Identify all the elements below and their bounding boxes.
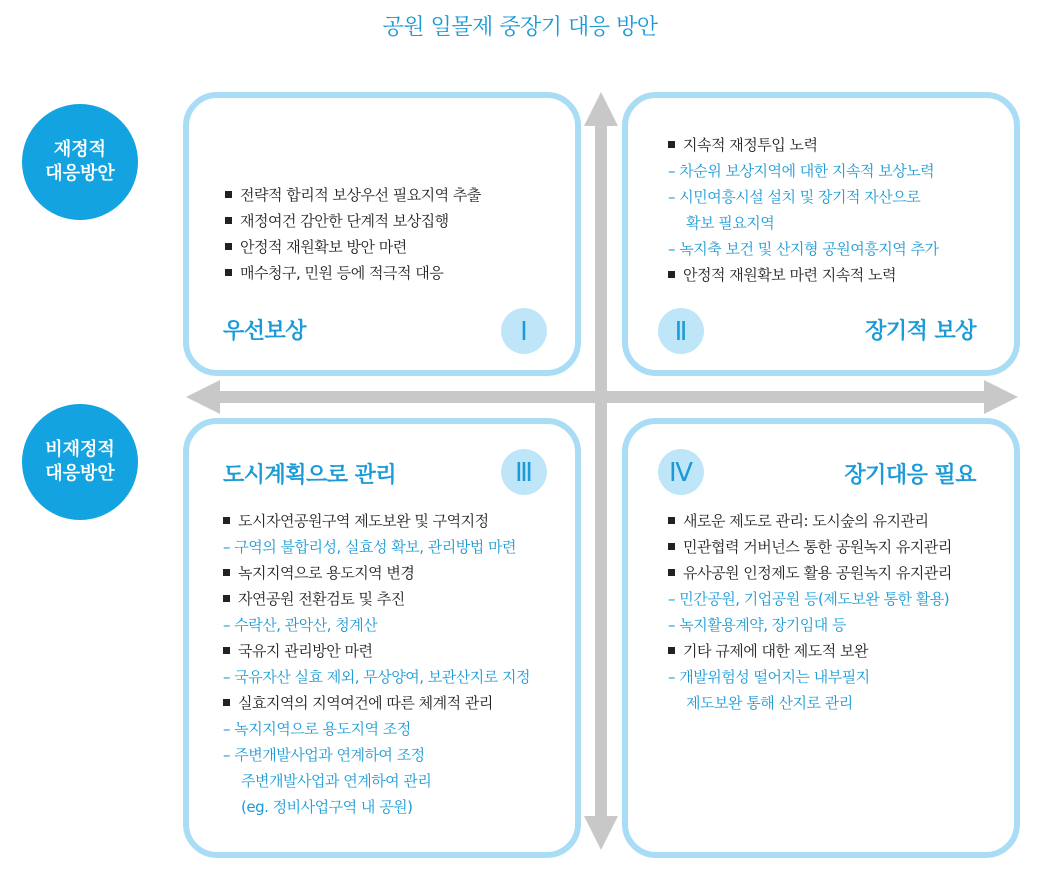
- list-item: – 개발위험성 떨어지는 내부필지: [668, 668, 870, 686]
- quadrant-1-items: [225, 182, 481, 286]
- list-item: – 녹지축 보건 및 산지형 공원여흥지역 추가: [668, 240, 939, 258]
- list-item: 확보 필요지역: [686, 214, 775, 232]
- diagram-title: 공원 일몰제 중장기 대응 방안: [382, 15, 658, 40]
- quadrant-2-items: [668, 132, 938, 288]
- list-item: – 녹지지역으로 용도지역 조정: [223, 720, 411, 738]
- list-item: 안정적 재원확보 마련 지속적 노력: [668, 262, 938, 288]
- arrow-up-icon: [584, 92, 618, 126]
- quadrant-long-term-response: [622, 418, 1020, 858]
- list-item: 국유지 관리방안 마련: [223, 638, 530, 664]
- list-item: 도시자연공원구역 제도보완 및 구역지정: [223, 508, 530, 534]
- non-financial-response-label: 비재정적 대응방안: [22, 404, 138, 520]
- quadrant-4-items: [668, 508, 952, 716]
- list-item: 주변개발사업과 연계하여 관리: [241, 772, 432, 790]
- list-item: 녹지지역으로 용도지역 변경: [223, 560, 530, 586]
- financial-response-label: 재정적 대응방안: [22, 104, 138, 220]
- list-item: 자연공원 전환검토 및 추진: [223, 586, 530, 612]
- list-item: 새로운 제도로 관리: 도시숲의 유지관리: [668, 508, 952, 534]
- horizontal-axis-line: [212, 391, 990, 403]
- arrow-right-icon: [984, 380, 1018, 414]
- list-item: – 민간공원, 기업공원 등(제도보완 통한 활용): [668, 590, 950, 608]
- quadrant-1-heading: 우선보상: [223, 319, 307, 344]
- quadrant-4-heading: 장기대응 필요: [844, 463, 976, 488]
- list-item: 안정적 재원확보 방안 마련: [225, 234, 481, 260]
- list-item: (eg. 정비사업구역 내 공원): [241, 798, 413, 816]
- quadrant-urban-planning-management: [183, 418, 581, 858]
- list-item: – 시민여흥시설 설치 및 장기적 자산으로: [668, 188, 921, 206]
- list-item: 유사공원 인정제도 활용 공원녹지 유지관리: [668, 560, 952, 586]
- list-item: 제도보완 통해 산지로 관리: [686, 694, 853, 712]
- list-item: – 주변개발사업과 연계하여 조정: [223, 746, 425, 764]
- list-item: 매수청구, 민원 등에 적극적 대응: [225, 260, 481, 286]
- arrow-left-icon: [186, 380, 220, 414]
- vertical-axis-line: [595, 118, 607, 824]
- quadrant-1-numeral-badge: Ⅰ: [501, 308, 547, 354]
- list-item: – 수락산, 관악산, 청계산: [223, 616, 378, 634]
- list-item: 재정여건 감안한 단계적 보상집행: [225, 208, 481, 234]
- quadrant-3-heading: 도시계획으로 관리: [223, 463, 397, 488]
- quadrant-3-items: [223, 508, 530, 820]
- arrow-down-icon: [584, 816, 618, 850]
- quadrant-4-numeral-badge: Ⅳ: [658, 449, 704, 495]
- list-item: 지속적 재정투입 노력: [668, 132, 938, 158]
- list-item: – 녹지활용계약, 장기임대 등: [668, 616, 846, 634]
- list-item: 실효지역의 지역여건에 따른 체계적 관리: [223, 690, 530, 716]
- quadrant-priority-compensation: [183, 92, 581, 376]
- quadrant-3-numeral-badge: Ⅲ: [501, 449, 547, 495]
- list-item: – 구역의 불합리성, 실효성 확보, 관리방법 마련: [223, 538, 516, 556]
- list-item: – 국유자산 실효 제외, 무상양여, 보관산지로 지정: [223, 668, 530, 686]
- list-item: 기타 규제에 대한 제도적 보완: [668, 638, 952, 664]
- quadrant-long-term-compensation: [622, 92, 1020, 376]
- list-item: 전략적 합리적 보상우선 필요지역 추출: [225, 182, 481, 208]
- list-item: – 차순위 보상지역에 대한 지속적 보상노력: [668, 162, 935, 180]
- quadrant-2-heading: 장기적 보상: [865, 319, 976, 344]
- quadrant-2-numeral-badge: Ⅱ: [658, 308, 704, 354]
- list-item: 민관협력 거버넌스 통한 공원녹지 유지관리: [668, 534, 952, 560]
